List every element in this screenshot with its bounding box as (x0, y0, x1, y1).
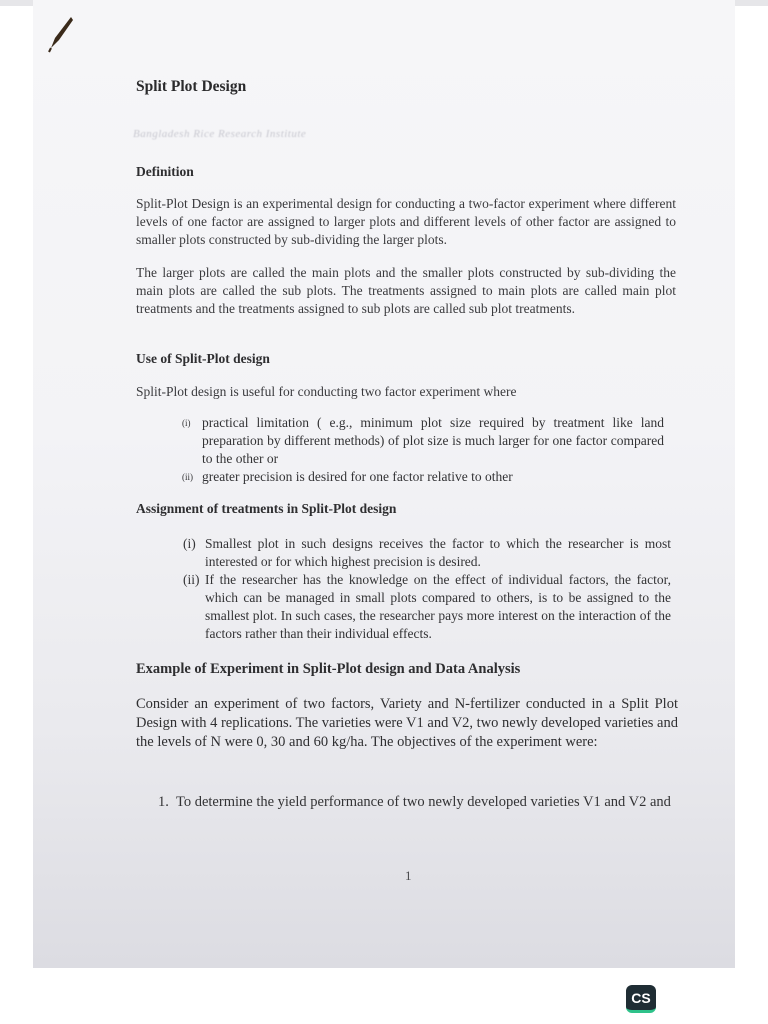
scanned-page (33, 0, 735, 968)
page-title: Split Plot Design (136, 78, 247, 95)
list-item (182, 468, 664, 486)
list-marker: (ii) (183, 572, 200, 587)
definition-heading: Definition (136, 164, 194, 179)
list-item-text: greater precision is desired for one factor relative to other (202, 469, 513, 484)
assignment-heading: Assignment of treatments in Split-Plot design (136, 501, 397, 516)
assignment-list (183, 535, 671, 643)
use-list (182, 414, 664, 486)
example-heading: Example of Experiment in Split-Plot design and Data Analysis (136, 661, 521, 677)
page-number: 1 (405, 868, 412, 883)
list-marker: (ii) (182, 472, 193, 482)
list-item-text: If the researcher has the knowledge on the effect of individual factors, the factor, which can be managed in small plots compared to others, is to be assigned to the smallest plot. In such cases, the researcher pays more interest on the interaction of the factors rather than their individual effects. (205, 572, 671, 641)
faint-header: Bangladesh Rice Research Institute (133, 128, 307, 140)
list-item (183, 535, 671, 571)
objectives-list (158, 793, 680, 812)
list-item-text: practical limitation ( e.g., minimum plot size required by treatment like land preparation by different methods) of plot size is much larger for one factor compared to the other or (202, 415, 664, 466)
use-heading: Use of Split-Plot design (136, 351, 270, 366)
list-item-text: To determine the yield performance of two newly developed varieties V1 and V2 and (176, 794, 671, 810)
pen-mark-icon (45, 14, 75, 54)
list-marker: 1. (158, 794, 169, 810)
list-item (158, 793, 680, 812)
list-marker: (i) (183, 536, 196, 551)
use-intro: Split-Plot design is useful for conducting two factor experiment where (136, 384, 517, 399)
list-item (183, 571, 671, 643)
list-item-text: Smallest plot in such designs receives the factor to which the researcher is most interested or for which highest precision is desired. (205, 536, 671, 569)
example-paragraph: Consider an experiment of two factors, Variety and N-fertilizer conducted in a Split Plot Design with 4 replications. The varieties were V1 and V2, two newly developed varieties and the levels of N were 0, 30 and 60 kg/ha. The objectives of the experiment were: (136, 696, 678, 750)
camscanner-badge-icon[interactable]: CS (626, 985, 656, 1013)
definition-paragraph-1: Split-Plot Design is an experimental design for conducting a two-factor experiment where different levels of one factor are assigned to larger plots and different levels of other factor are assigned to smaller plots constructed by sub-dividing the larger plots. (136, 196, 676, 247)
definition-paragraph-2: The larger plots are called the main plots and the smaller plots constructed by sub-dividing the main plots are called the sub plots. The treatments assigned to main plots are called main plot treatments and the treatments assigned to sub plots are called sub plot treatments. (136, 265, 676, 316)
list-marker: (i) (182, 418, 191, 428)
list-item (182, 414, 664, 468)
